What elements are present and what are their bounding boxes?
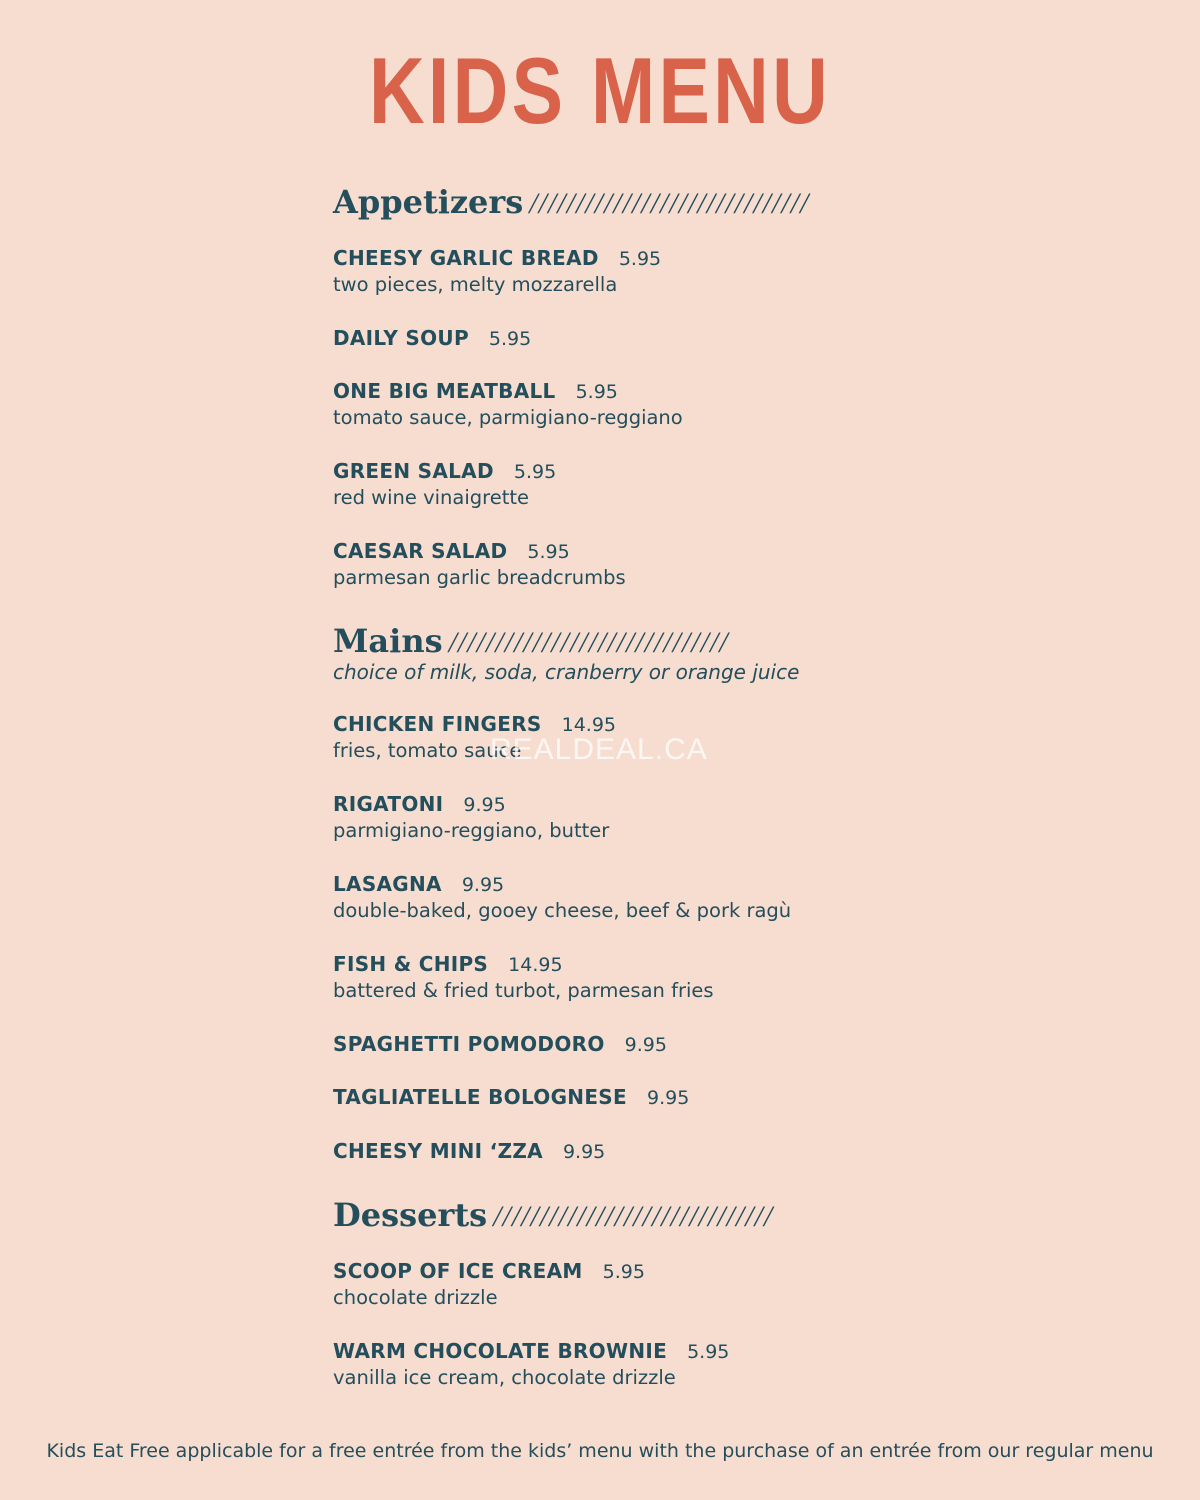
section-note: choice of milk, soda, cranberry or orange juice [333,660,800,684]
item-name: FISH & CHIPS [333,952,489,976]
menu-item [333,379,683,429]
menu-item [333,1032,667,1056]
menu-item [333,1259,645,1309]
item-name: WARM CHOCOLATE BROWNIE [333,1339,668,1363]
item-price: 9.95 [646,1087,690,1109]
menu-item [333,792,609,842]
item-price: 5.95 [618,248,662,270]
section-heading-mains [333,622,729,660]
menu-item [333,952,714,1002]
item-description: vanilla ice cream, chocolate drizzle [333,1366,676,1389]
footer-note: Kids Eat Free applicable for a free entrée from the kids’ menu with the purchase of an entrée from our regular menu [46,1440,1154,1462]
item-price: 9.95 [461,874,505,896]
section-divider: ////////////////////////////// [529,187,810,220]
item-name: CAESAR SALAD [333,539,508,563]
section-divider: ////////////////////////////// [448,626,729,659]
section-name: Desserts [333,1196,488,1234]
item-price: 9.95 [624,1034,667,1056]
menu-item [333,326,531,350]
item-name: SPAGHETTI POMODORO [333,1032,605,1056]
menu-item [333,1339,729,1389]
item-price: 5.95 [488,328,532,350]
item-description: battered & fried turbot, parmesan fries [333,979,714,1002]
menu-item [333,1085,689,1109]
menu-item [333,872,791,922]
section-divider: ////////////////////////////// [493,1200,774,1233]
item-price: 14.95 [508,954,563,976]
menu-item [333,1139,605,1163]
item-price: 5.95 [687,1341,730,1363]
item-name: GREEN SALAD [333,459,494,483]
item-name: CHICKEN FINGERS [333,712,542,736]
item-name: DAILY SOUP [333,326,469,350]
item-price: 5.95 [575,381,618,403]
watermark: REALDEAL.CA [490,733,708,766]
item-name: RIGATONI [333,792,444,816]
item-name: CHEESY GARLIC BREAD [333,246,599,270]
menu-item [333,539,626,589]
section-heading-desserts [333,1196,773,1234]
item-description: red wine vinaigrette [333,486,530,509]
item-name: TAGLIATELLE BOLOGNESE [333,1085,627,1109]
section-name: Mains [333,622,443,660]
section-name: Appetizers [333,183,524,221]
item-price: 14.95 [561,714,617,736]
item-description: parmesan garlic breadcrumbs [333,566,626,589]
menu-title: KIDS MENU [368,38,832,143]
item-price: 9.95 [562,1141,606,1163]
item-name: ONE BIG MEATBALL [333,379,556,403]
item-name: CHEESY MINI ‘ZZA [333,1139,543,1163]
item-name: SCOOP OF ICE CREAM [333,1259,583,1283]
item-price: 9.95 [463,794,506,816]
item-description: fries, tomato sauce [333,739,522,762]
menu-item [333,246,661,296]
item-description: chocolate drizzle [333,1286,498,1309]
item-name: LASAGNA [333,872,442,896]
item-price: 5.95 [602,1261,645,1283]
item-price: 5.95 [513,461,557,483]
item-description: parmigiano-reggiano, butter [333,819,610,842]
item-price: 5.95 [527,541,570,563]
menu-item [333,459,556,509]
item-description: double-baked, gooey cheese, beef & pork ragù [333,899,792,922]
section-heading-appetizers [333,183,809,221]
item-description: tomato sauce, parmigiano-reggiano [333,406,683,429]
item-description: two pieces, melty mozzarella [333,273,618,296]
